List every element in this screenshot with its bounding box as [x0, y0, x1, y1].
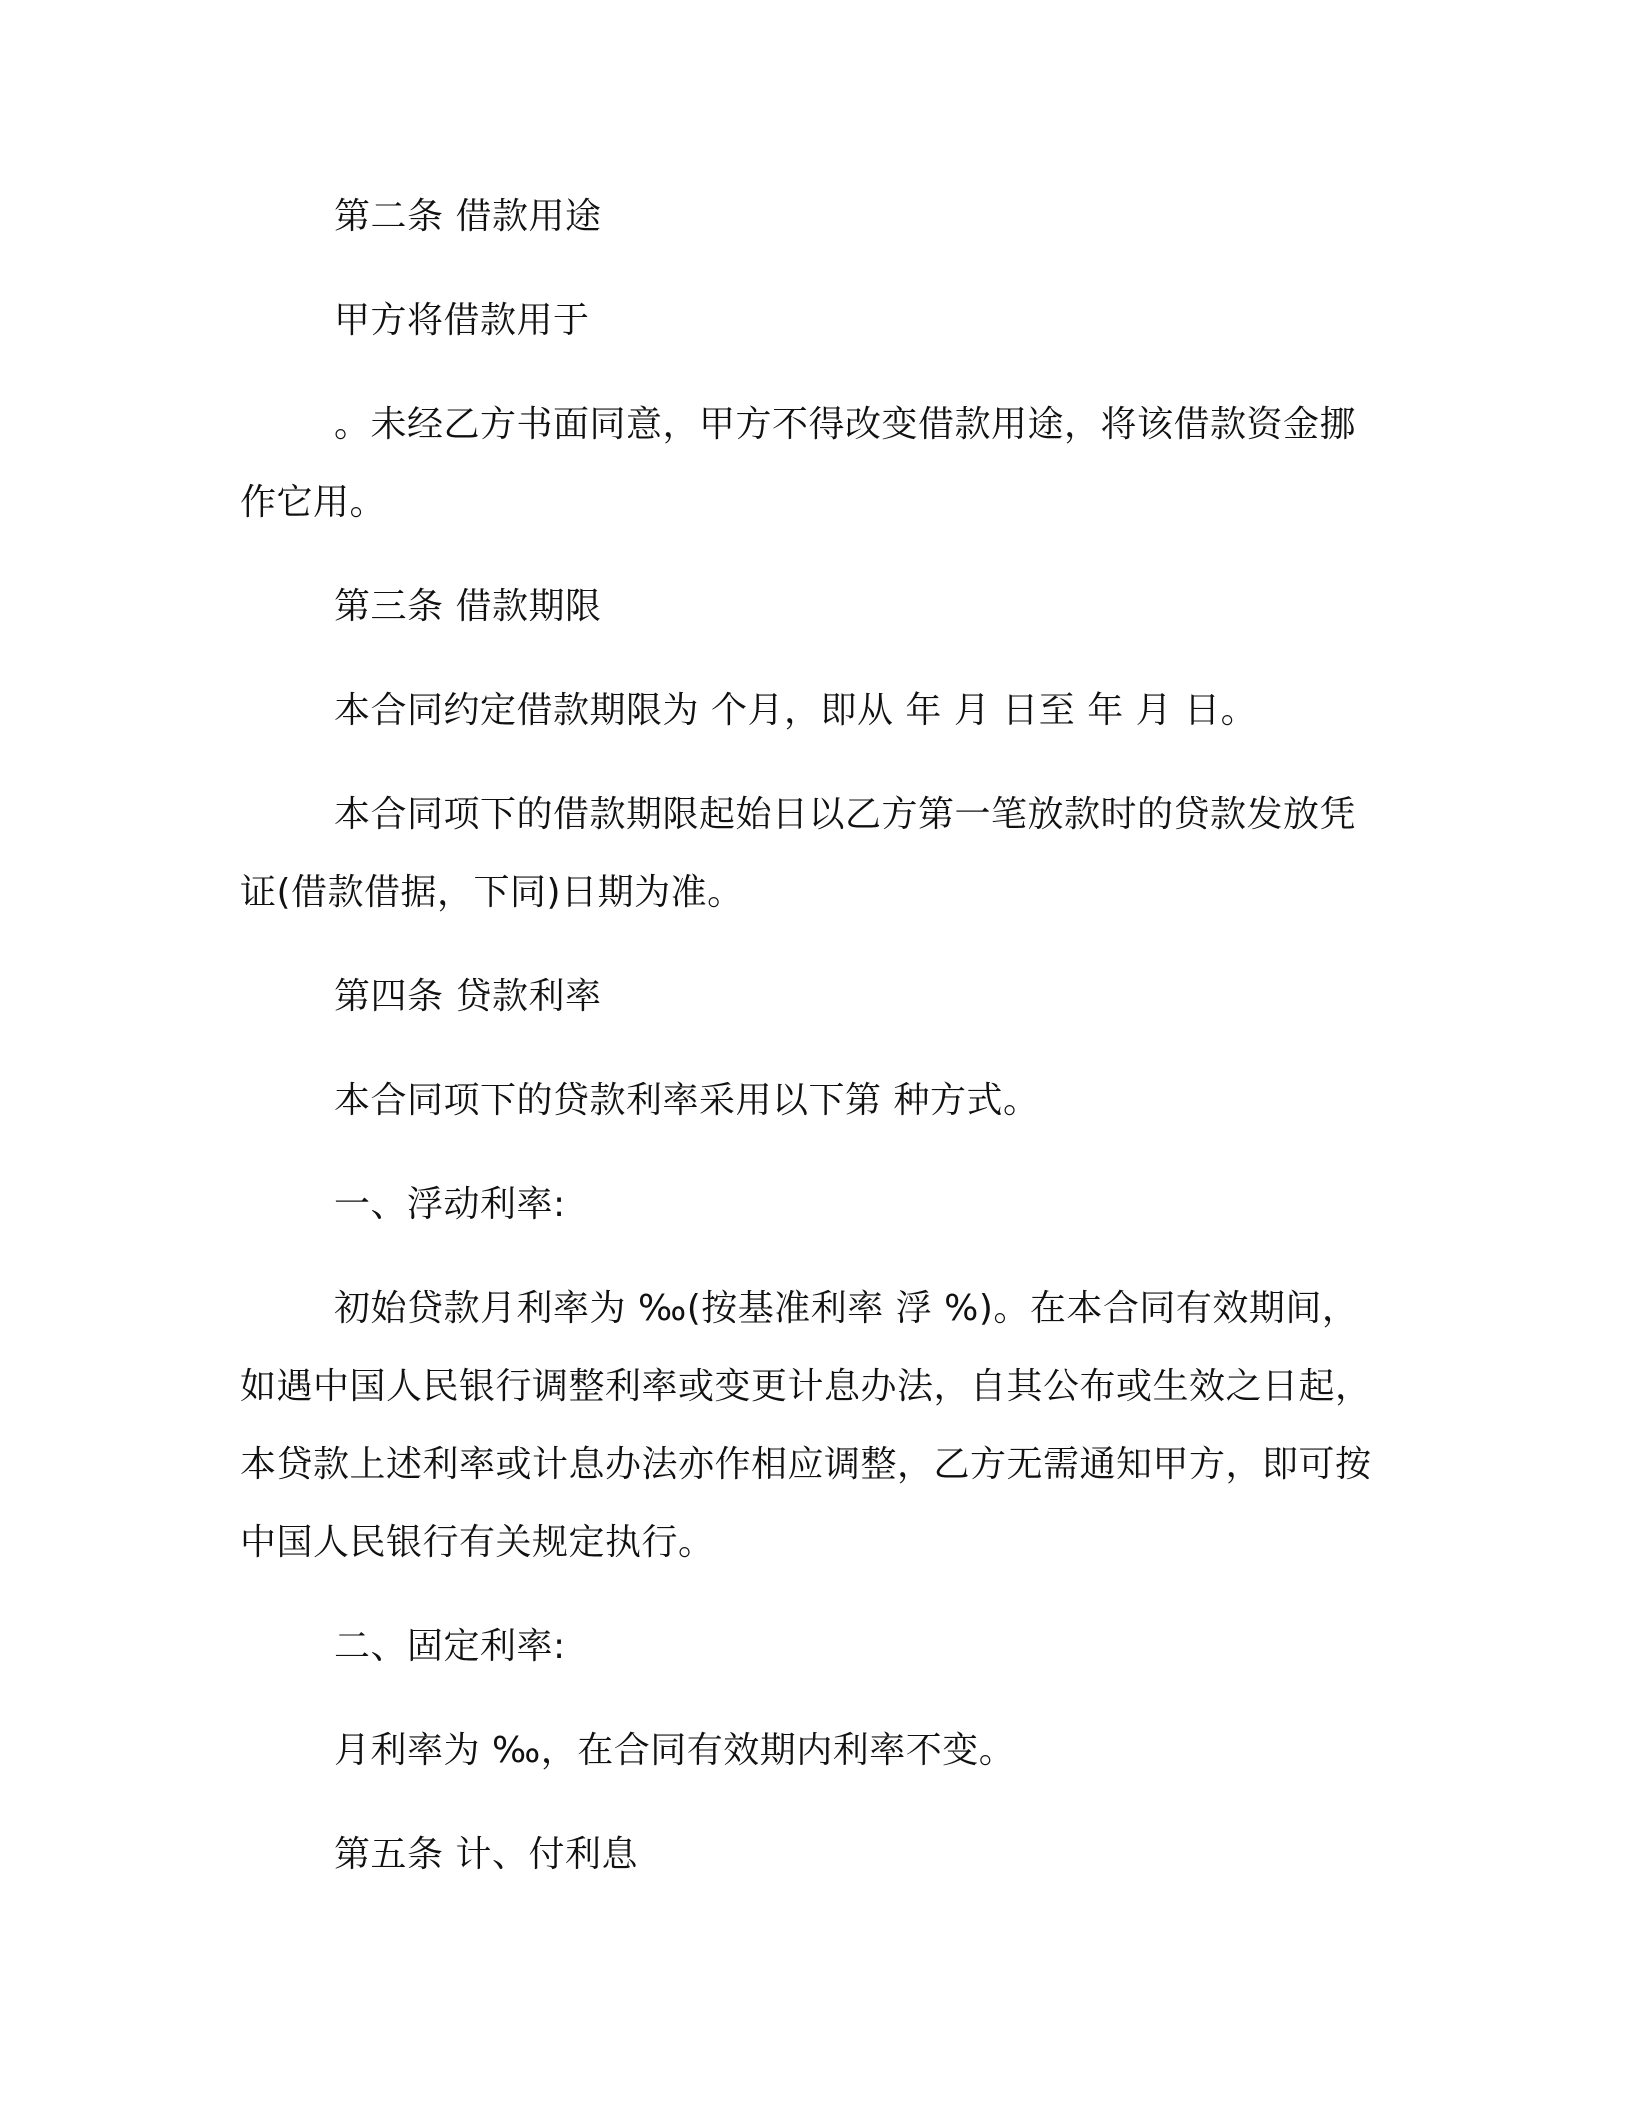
fixed-rate-heading: 二、固定利率:: [334, 1626, 566, 1667]
article-5-heading: 第五条 计、付利息: [334, 1834, 638, 1875]
article-4-paragraph-1: 本合同项下的贷款利率采用以下第 种方式。: [334, 1080, 1040, 1121]
article-2-heading: 第二条 借款用途: [334, 196, 602, 237]
floating-rate-heading: 一、浮动利率:: [334, 1184, 566, 1225]
article-3-paragraph-1: 本合同约定借款期限为 个月，即从 年 月 日至 年 月 日。: [334, 690, 1258, 731]
fixed-rate-paragraph: 月利率为 ‰，在合同有效期内利率不变。: [334, 1730, 1016, 1771]
article-3-paragraph-2: 本合同项下的借款期限起始日以乙方第一笔放款时的贷款发放凭证(借款借据，下同)日期为准。: [240, 794, 1357, 913]
article-2-paragraph-2: 。未经乙方书面同意，甲方不得改变借款用途，将该借款资金挪作它用。: [240, 404, 1357, 523]
floating-rate-paragraph: 初始贷款月利率为 ‰(按基准利率 浮 %)。在本合同有效期间，如遇中国人民银行调整利率或变更计息办法，自其公布或生效之日起，本贷款上述利率或计息办法亦作相应调整，乙方无需通知甲方，即可按中国人民银行有关规定执行。: [240, 1288, 1372, 1563]
article-3-heading: 第三条 借款期限: [334, 586, 602, 627]
article-4-heading: 第四条 贷款利率: [334, 976, 602, 1017]
article-2-paragraph-1: 甲方将借款用于: [334, 300, 590, 341]
